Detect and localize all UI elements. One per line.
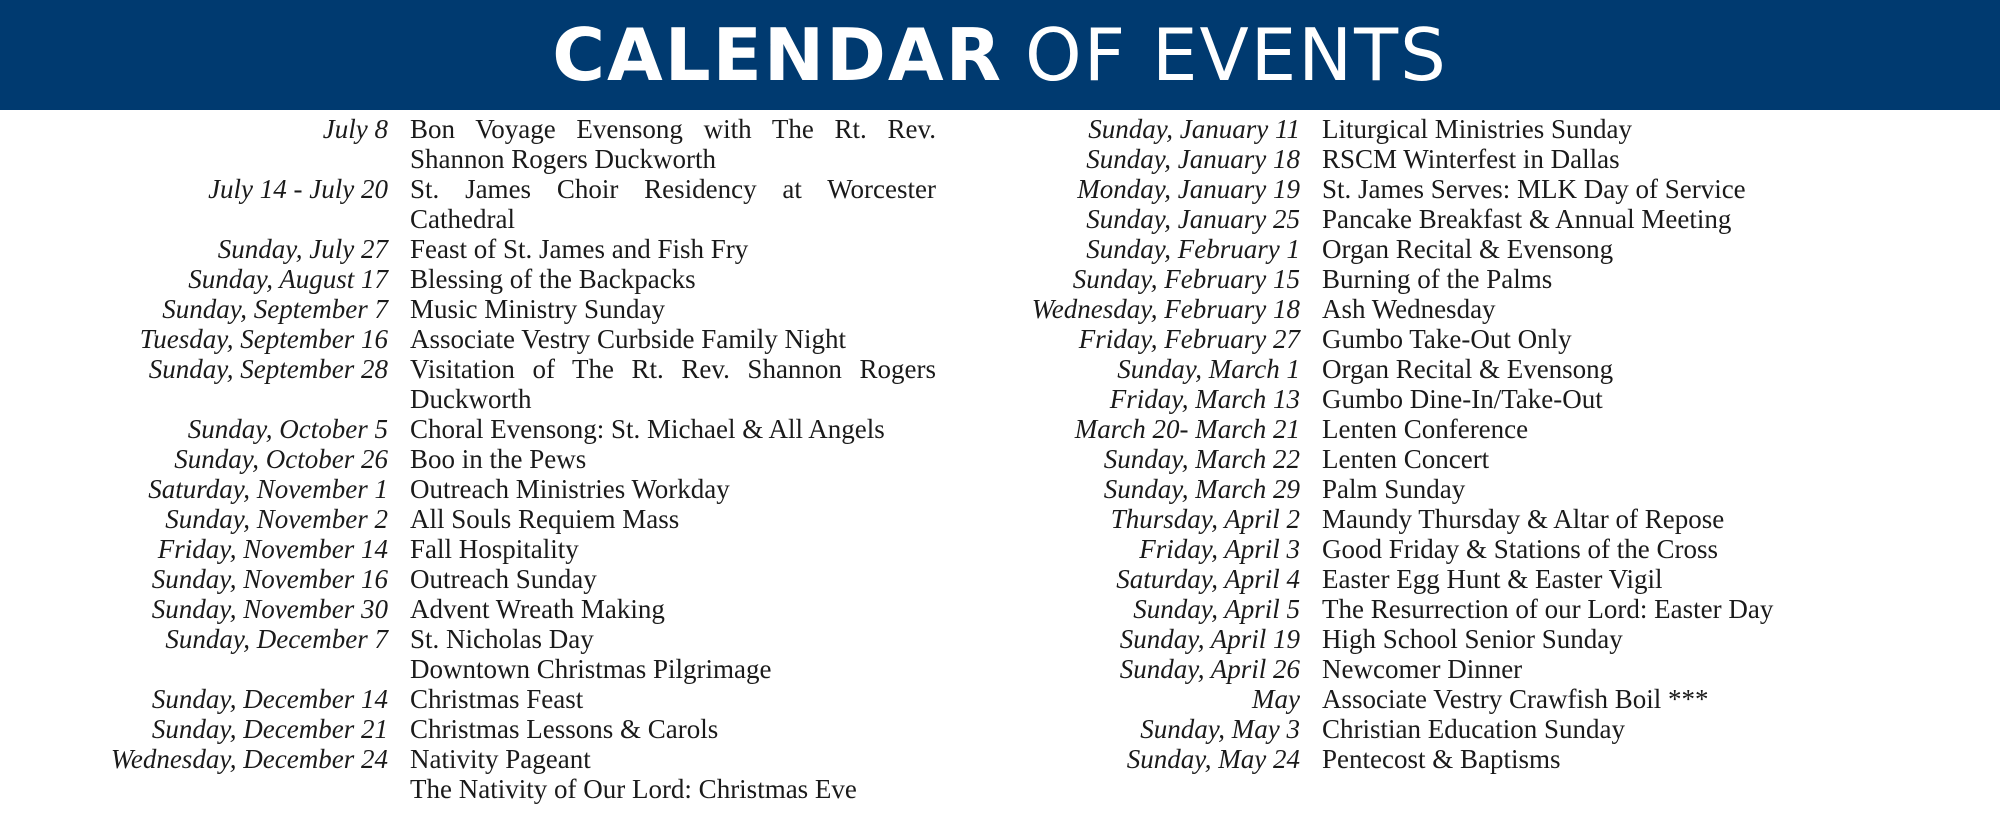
event-date: Sunday, April 5 bbox=[1133, 594, 1300, 624]
event-date: Friday, April 3 bbox=[1139, 534, 1300, 564]
event-line: Lenten Concert bbox=[1322, 444, 1490, 474]
event-line: The Nativity of Our Lord: Christmas Eve bbox=[410, 774, 857, 804]
event-row bbox=[1000, 234, 2000, 264]
event-line: Associate Vestry Curbside Family Night bbox=[410, 324, 846, 354]
events-column-right bbox=[1000, 114, 2000, 774]
event-row bbox=[1000, 354, 2000, 384]
event-line: Christmas Lessons & Carols bbox=[410, 714, 719, 744]
event-date: Sunday, January 11 bbox=[1088, 114, 1300, 144]
event-line: Christian Education Sunday bbox=[1322, 714, 1625, 744]
event-date: Sunday, December 14 bbox=[151, 684, 388, 714]
event-row bbox=[1000, 114, 2000, 144]
event-date: Sunday, February 1 bbox=[1086, 234, 1300, 264]
event-row bbox=[1000, 684, 2000, 714]
event-date: Sunday, November 30 bbox=[151, 594, 388, 624]
event-line: Lenten Conference bbox=[1322, 414, 1529, 444]
event-title bbox=[1322, 684, 1962, 714]
event-line: Bon Voyage Evensong with The Rt. Rev. Shannon Rogers Duckworth bbox=[410, 114, 936, 174]
event-date: Sunday, December 21 bbox=[151, 714, 388, 744]
event-row bbox=[0, 594, 940, 624]
event-date: March 20- March 21 bbox=[1074, 414, 1300, 444]
event-row bbox=[1000, 324, 2000, 354]
event-line: St. Nicholas Day bbox=[410, 624, 594, 654]
event-date: Sunday, March 22 bbox=[1103, 444, 1300, 474]
event-title bbox=[1322, 624, 1962, 654]
event-line: Music Ministry Sunday bbox=[410, 294, 666, 324]
event-line: Pentecost & Baptisms bbox=[1322, 744, 1561, 774]
event-line: Palm Sunday bbox=[1322, 474, 1466, 504]
event-row bbox=[0, 534, 940, 564]
event-line: Choral Evensong: St. Michael & All Angels bbox=[410, 414, 885, 444]
event-title bbox=[1322, 324, 1962, 354]
event-title bbox=[410, 444, 936, 474]
events-columns bbox=[0, 110, 2000, 818]
event-line: All Souls Requiem Mass bbox=[410, 504, 680, 534]
event-title bbox=[410, 324, 936, 354]
event-line: Blessing of the Backpacks bbox=[410, 264, 696, 294]
header-title-light: OF EVENTS bbox=[1025, 13, 1448, 97]
event-title bbox=[410, 684, 936, 714]
event-row bbox=[0, 714, 940, 744]
event-date: Monday, January 19 bbox=[1077, 174, 1300, 204]
event-title bbox=[1322, 354, 1962, 384]
event-row bbox=[0, 414, 940, 444]
event-row bbox=[0, 234, 940, 264]
event-row bbox=[1000, 654, 2000, 684]
event-line: Christmas Feast bbox=[410, 684, 584, 714]
event-title bbox=[410, 234, 936, 264]
event-date: May bbox=[1252, 684, 1300, 714]
event-title bbox=[410, 414, 936, 444]
event-line: The Resurrection of our Lord: Easter Day bbox=[1322, 594, 1774, 624]
event-title bbox=[1322, 744, 1962, 774]
event-line: St. James Choir Residency at Worcester Cathedral bbox=[410, 174, 936, 234]
event-date: Sunday, October 26 bbox=[174, 444, 388, 474]
event-date: Sunday, May 3 bbox=[1140, 714, 1300, 744]
event-date: Sunday, December 7 bbox=[165, 624, 388, 654]
event-title bbox=[410, 594, 936, 624]
event-title bbox=[410, 624, 936, 684]
event-line: RSCM Winterfest in Dallas bbox=[1322, 144, 1620, 174]
event-date: Sunday, February 15 bbox=[1072, 264, 1300, 294]
event-line: Maundy Thursday & Altar of Repose bbox=[1322, 504, 1725, 534]
event-line: Boo in the Pews bbox=[410, 444, 587, 474]
event-date: Sunday, October 5 bbox=[187, 414, 388, 444]
event-title bbox=[410, 174, 936, 234]
event-date: Sunday, September 7 bbox=[162, 294, 388, 324]
event-line: Visitation of The Rt. Rev. Shannon Rogers Duckworth bbox=[410, 354, 936, 414]
event-line: Feast of St. James and Fish Fry bbox=[410, 234, 749, 264]
event-title bbox=[1322, 444, 1962, 474]
event-row bbox=[0, 354, 940, 414]
event-date: Sunday, March 1 bbox=[1117, 354, 1300, 384]
event-row bbox=[1000, 264, 2000, 294]
event-title bbox=[410, 534, 936, 564]
event-title bbox=[1322, 384, 1962, 414]
event-date: Saturday, April 4 bbox=[1116, 564, 1300, 594]
event-row bbox=[0, 684, 940, 714]
event-row bbox=[1000, 504, 2000, 534]
event-date: Sunday, January 25 bbox=[1086, 204, 1300, 234]
event-row bbox=[0, 444, 940, 474]
event-title bbox=[410, 294, 936, 324]
event-line: Organ Recital & Evensong bbox=[1322, 234, 1614, 264]
event-title bbox=[1322, 564, 1962, 594]
event-title bbox=[1322, 414, 1962, 444]
event-title bbox=[410, 114, 936, 174]
event-title bbox=[410, 264, 936, 294]
event-date: Sunday, January 18 bbox=[1086, 144, 1300, 174]
event-date: Sunday, April 26 bbox=[1119, 654, 1300, 684]
event-date: Friday, February 27 bbox=[1078, 324, 1300, 354]
event-row bbox=[0, 474, 940, 504]
event-row bbox=[1000, 384, 2000, 414]
event-row bbox=[1000, 594, 2000, 624]
event-title bbox=[1322, 594, 1962, 624]
event-line: Advent Wreath Making bbox=[410, 594, 665, 624]
event-date: Sunday, May 24 bbox=[1126, 744, 1300, 774]
event-date: July 8 bbox=[322, 114, 388, 144]
event-row bbox=[1000, 294, 2000, 324]
event-title bbox=[1322, 504, 1962, 534]
event-title bbox=[1322, 234, 1962, 264]
event-row bbox=[0, 174, 940, 234]
event-title bbox=[1322, 264, 1962, 294]
event-title bbox=[1322, 294, 1962, 324]
event-date: July 14 - July 20 bbox=[208, 174, 388, 204]
event-row bbox=[1000, 204, 2000, 234]
event-title bbox=[410, 354, 936, 414]
event-line: Fall Hospitality bbox=[410, 534, 579, 564]
event-line: Nativity Pageant bbox=[410, 744, 591, 774]
events-column-left bbox=[0, 114, 940, 804]
event-row bbox=[1000, 414, 2000, 444]
event-row bbox=[0, 504, 940, 534]
event-line: Pancake Breakfast & Annual Meeting bbox=[1322, 204, 1732, 234]
event-line: Liturgical Ministries Sunday bbox=[1322, 114, 1632, 144]
event-row bbox=[1000, 444, 2000, 474]
event-line: Burning of the Palms bbox=[1322, 264, 1553, 294]
event-line: Ash Wednesday bbox=[1322, 294, 1496, 324]
event-line: Good Friday & Stations of the Cross bbox=[1322, 534, 1718, 564]
event-title bbox=[410, 504, 936, 534]
event-title bbox=[1322, 114, 1962, 144]
event-line: Gumbo Take-Out Only bbox=[1322, 324, 1572, 354]
event-title bbox=[410, 564, 936, 594]
event-row bbox=[0, 624, 940, 684]
event-line: Newcomer Dinner bbox=[1322, 654, 1523, 684]
event-line: Organ Recital & Evensong bbox=[1322, 354, 1614, 384]
event-title bbox=[410, 744, 936, 804]
event-row bbox=[1000, 744, 2000, 774]
event-date: Sunday, March 29 bbox=[1103, 474, 1300, 504]
event-row bbox=[1000, 474, 2000, 504]
header-title-bold: CALENDAR bbox=[552, 13, 1004, 97]
event-row bbox=[0, 114, 940, 174]
event-row bbox=[1000, 624, 2000, 654]
event-date: Sunday, November 2 bbox=[165, 504, 388, 534]
event-date: Sunday, August 17 bbox=[188, 264, 388, 294]
event-date: Wednesday, December 24 bbox=[110, 744, 388, 774]
event-row bbox=[1000, 534, 2000, 564]
event-date: Sunday, July 27 bbox=[217, 234, 388, 264]
event-row bbox=[0, 564, 940, 594]
event-row bbox=[0, 264, 940, 294]
event-date: Sunday, September 28 bbox=[148, 354, 388, 384]
event-date: Saturday, November 1 bbox=[148, 474, 388, 504]
event-title bbox=[1322, 144, 1962, 174]
event-title bbox=[1322, 174, 1962, 204]
event-line: St. James Serves: MLK Day of Service bbox=[1322, 174, 1746, 204]
event-title bbox=[410, 714, 936, 744]
event-row bbox=[0, 744, 940, 804]
event-row bbox=[1000, 564, 2000, 594]
event-line: Outreach Sunday bbox=[410, 564, 597, 594]
event-row bbox=[0, 294, 940, 324]
event-line: Associate Vestry Crawfish Boil *** bbox=[1322, 684, 1709, 714]
event-date: Sunday, April 19 bbox=[1119, 624, 1300, 654]
event-row bbox=[1000, 714, 2000, 744]
event-row bbox=[1000, 144, 2000, 174]
event-date: Thursday, April 2 bbox=[1110, 504, 1300, 534]
event-title bbox=[1322, 204, 1962, 234]
event-date: Tuesday, September 16 bbox=[139, 324, 388, 354]
calendar-header bbox=[0, 0, 2000, 110]
event-date: Friday, March 13 bbox=[1109, 384, 1300, 414]
event-row bbox=[0, 324, 940, 354]
event-date: Wednesday, February 18 bbox=[1031, 294, 1300, 324]
event-date: Friday, November 14 bbox=[157, 534, 388, 564]
event-title bbox=[410, 474, 936, 504]
event-line: Outreach Ministries Workday bbox=[410, 474, 730, 504]
event-date: Sunday, November 16 bbox=[151, 564, 388, 594]
event-title bbox=[1322, 474, 1962, 504]
event-line: Easter Egg Hunt & Easter Vigil bbox=[1322, 564, 1663, 594]
event-row bbox=[1000, 174, 2000, 204]
event-title bbox=[1322, 654, 1962, 684]
event-line: High School Senior Sunday bbox=[1322, 624, 1623, 654]
event-line: Gumbo Dine-In/Take-Out bbox=[1322, 384, 1603, 414]
event-title bbox=[1322, 534, 1962, 564]
event-title bbox=[1322, 714, 1962, 744]
event-line: Downtown Christmas Pilgrimage bbox=[410, 654, 772, 684]
